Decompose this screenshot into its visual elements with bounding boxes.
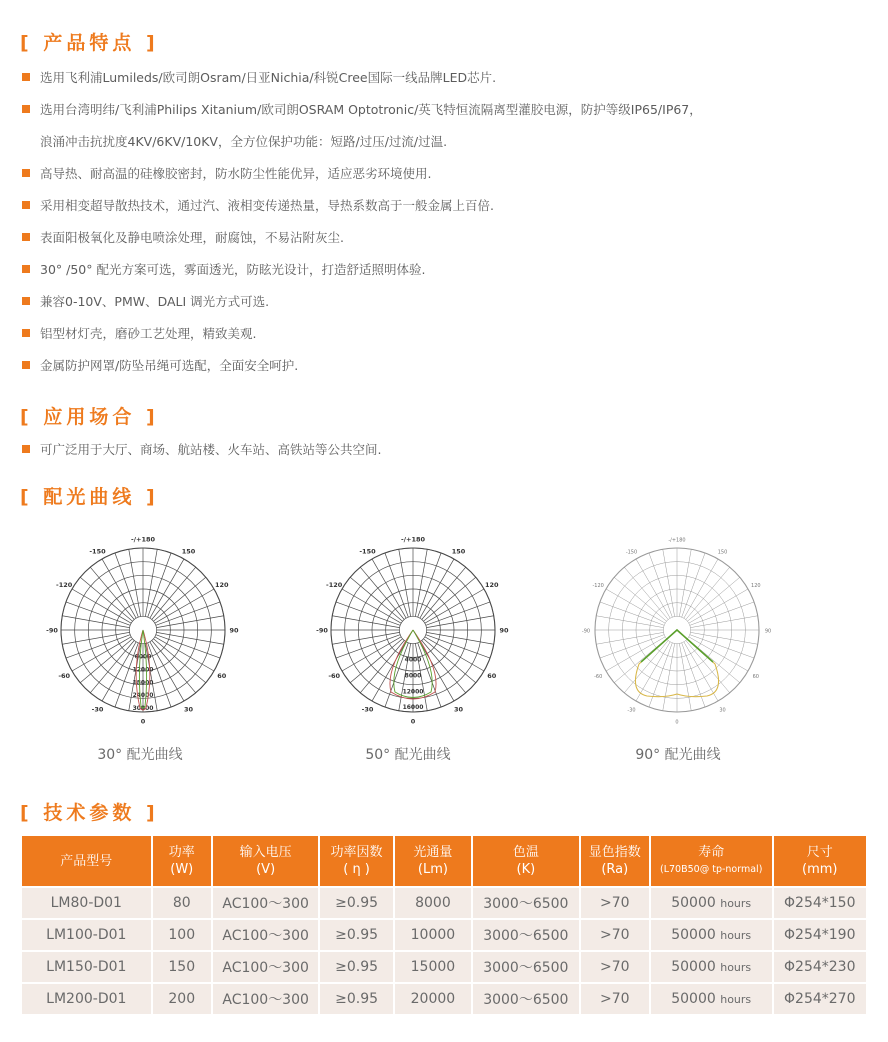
angle-label: 90: [499, 626, 509, 635]
features-heading: [ 产品特点 ]: [20, 32, 159, 54]
grid-spoke: [624, 640, 668, 692]
cell-flux: [395, 952, 471, 982]
grid-spoke: [682, 553, 705, 617]
radial-value-label: 12000: [132, 666, 154, 674]
feature-item: [22, 196, 494, 214]
cell-value: ≥0.95: [335, 927, 379, 943]
cell-cri: [581, 888, 649, 918]
table-row: [22, 888, 866, 918]
cell-size: [774, 952, 867, 982]
cell-value: LM150-D01: [46, 959, 127, 975]
cell-value: 15000: [410, 959, 456, 975]
grid-spoke: [423, 639, 475, 683]
table-row: [22, 920, 866, 950]
feature-text: 选用飞利浦Lumileds/欧司朗Osram/日亚Nichia/科锐Cree国际一线品牌LED芯片.: [40, 70, 497, 85]
spec-table-body: [22, 888, 866, 1014]
cell-pf: [320, 952, 392, 982]
angle-label: 30: [183, 705, 194, 714]
grid-spoke: [596, 616, 663, 628]
feature-text: 30° /50° 配光方案可选，雾面透光，防眩光设计，打造舒适照明体验.: [40, 262, 426, 277]
grid-spoke: [153, 639, 205, 683]
feature-item: [22, 356, 298, 374]
cell-value: 50000: [671, 991, 716, 1007]
grid-spoke: [423, 577, 475, 621]
applications-text: 可广泛用于大厅、商场、航站楼、火车站、高铁站等公共空间.: [40, 442, 382, 457]
header-label: 产品型号: [60, 853, 113, 869]
radial-value-label: 16000: [402, 704, 424, 712]
angle-label: 0: [675, 719, 679, 726]
angle-label: 0: [410, 717, 416, 726]
polar-grid: [38, 530, 248, 730]
cell-life: [651, 984, 772, 1014]
feature-item: [22, 68, 496, 86]
cell-value: 50000: [671, 895, 716, 911]
header-cell: [213, 836, 319, 886]
grid-spoke: [80, 639, 132, 683]
cell-life: [651, 952, 772, 982]
angle-label: 60: [752, 674, 759, 680]
cell-voltage: [213, 888, 319, 918]
cell-value: AC100～300: [222, 928, 309, 944]
table-row: [22, 984, 866, 1014]
cell-value: 3000～6500: [483, 928, 569, 944]
polar-grid: [308, 530, 518, 730]
bullet-square-icon: [22, 169, 30, 177]
cell-value: 50000: [671, 927, 716, 943]
feature-text: 采用相变超导散热技术，通过汽、液相变传递热量，导热系数高于一般金属上百倍.: [40, 198, 494, 213]
cell-model: [22, 920, 151, 950]
bullet-square-icon: [22, 105, 30, 113]
grid-spoke: [350, 639, 402, 683]
feature-item: [22, 228, 344, 246]
angle-label: -60: [594, 674, 603, 680]
grid-spoke: [624, 567, 668, 619]
angle-label: 150: [717, 549, 728, 556]
angle-label: -30: [361, 705, 374, 714]
header-unit: (mm): [802, 862, 838, 877]
diagram-caption: 90° 配光曲线: [635, 747, 721, 763]
header-label: 功率因数: [330, 845, 383, 860]
cell-power: [153, 888, 211, 918]
header-label: 尺寸: [806, 845, 833, 860]
header-unit: (Ra): [601, 862, 629, 877]
cell-value: 100: [168, 927, 196, 943]
bullet-square-icon: [22, 265, 30, 273]
bullet-square-icon: [22, 361, 30, 369]
cell-cri: [581, 920, 649, 950]
angle-label: 120: [485, 581, 499, 589]
feature-text: 金属防护网罩/防坠吊绳可选配，全面安全呵护.: [40, 358, 299, 373]
radial-value-label: 4000: [404, 656, 422, 664]
grid-spoke: [686, 640, 730, 692]
header-label: 显色指数: [588, 845, 641, 860]
cell-cri: [581, 984, 649, 1014]
header-label: 输入电压: [239, 845, 292, 860]
angle-label: 30: [719, 707, 726, 714]
polar-diagram-2: [308, 530, 518, 730]
cell-model: [22, 952, 151, 982]
cell-model: [22, 888, 151, 918]
cell-value: 20000: [410, 991, 456, 1007]
grid-spoke: [422, 567, 466, 619]
cell-value: 200: [168, 991, 196, 1007]
applications-item: [22, 440, 381, 458]
grid-spoke: [80, 577, 132, 621]
cell-cct: [473, 984, 579, 1014]
cell-pf: [320, 984, 392, 1014]
cell-voltage: [213, 920, 319, 950]
bullet-square-icon: [22, 329, 30, 337]
cell-value: >70: [599, 991, 630, 1007]
cell-unit: hours: [720, 961, 752, 974]
cell-value: 3000～6500: [483, 960, 569, 976]
grid-spoke: [152, 567, 196, 619]
features-heading-text: 产品特点: [43, 32, 136, 54]
angle-label: -120: [592, 583, 604, 589]
angle-label: -/+180: [130, 535, 156, 544]
grid-spoke: [596, 632, 663, 644]
cell-value: ≥0.95: [335, 959, 379, 975]
bullet-square-icon: [22, 73, 30, 81]
grid-spoke: [152, 640, 196, 692]
light-distribution-heading: [ 配光曲线 ]: [20, 486, 159, 508]
cell-value: 10000: [410, 927, 456, 943]
grid-spoke: [690, 632, 757, 644]
feature-text: 铝型材灯壳，磨砂工艺处理，精致美观.: [40, 326, 257, 341]
polar-diagram-1: [38, 530, 248, 730]
cell-unit: hours: [720, 897, 752, 910]
cell-value: 3000～6500: [483, 896, 569, 912]
cell-value: LM80-D01: [50, 895, 122, 911]
grid-spoke: [690, 616, 757, 628]
radial-value-label: 12000: [402, 688, 424, 696]
feature-text: 表面阳极氧化及静电喷涂处理，耐腐蚀，不易沾附灰尘.: [40, 230, 344, 245]
cell-life: [651, 888, 772, 918]
angle-label: -120: [326, 581, 343, 589]
radial-value-label: 18000: [132, 679, 154, 687]
header-unit: (K): [516, 862, 536, 877]
angle-label: -120: [56, 581, 73, 589]
cell-value: Φ254*190: [784, 927, 856, 943]
cell-value: >70: [599, 959, 630, 975]
angle-label: -/+180: [400, 535, 426, 544]
angle-label: 150: [451, 547, 466, 556]
spec-table: [20, 834, 868, 1016]
diagram-caption: 50° 配光曲线: [365, 747, 451, 763]
feature-item: [22, 100, 702, 118]
bullet-square-icon: [22, 297, 30, 305]
angle-label: 30: [453, 705, 464, 714]
grid-spoke: [600, 635, 664, 658]
angle-label: -90: [46, 626, 58, 635]
cell-value: 3000～6500: [483, 992, 569, 1008]
angle-label: -30: [627, 707, 636, 714]
applications-heading-text: 应用场合: [43, 406, 136, 428]
cell-flux: [395, 984, 471, 1014]
cell-model: [22, 984, 151, 1014]
header-cell: [774, 836, 867, 886]
radial-value-label: 30000: [132, 705, 154, 713]
header-cell: [581, 836, 649, 886]
cell-value: LM200-D01: [46, 991, 127, 1007]
header-label: 色温: [512, 845, 539, 860]
header-cell: [651, 836, 772, 886]
grid-spoke: [360, 567, 404, 619]
cell-value: 150: [168, 959, 196, 975]
grid-spoke: [360, 640, 404, 692]
cell-pf: [320, 888, 392, 918]
grid-spoke: [679, 643, 691, 710]
cell-value: Φ254*270: [784, 991, 856, 1007]
polar-grid: [572, 530, 782, 730]
polar-diagram-3: [572, 530, 782, 730]
grid-spoke: [690, 635, 754, 658]
angle-label: -90: [581, 628, 591, 635]
table-row: [22, 952, 866, 982]
feature-item: [22, 260, 425, 278]
light-distribution-heading-text: 配光曲线: [43, 486, 136, 508]
angle-label: 60: [217, 672, 227, 680]
cell-size: [774, 984, 867, 1014]
grid-spoke: [690, 602, 754, 625]
cell-cct: [473, 888, 579, 918]
header-cell: [22, 836, 151, 886]
angle-label: -30: [91, 705, 104, 714]
angle-label: -60: [328, 672, 341, 680]
cell-size: [774, 888, 867, 918]
grid-spoke: [687, 577, 739, 621]
cell-unit: hours: [720, 993, 752, 1006]
header-unit: (V): [256, 862, 276, 877]
header-unit: (L70B50@ tp-normal): [660, 864, 763, 875]
specs-heading-text: 技术参数: [43, 802, 136, 824]
header-cell: [320, 836, 392, 886]
cell-value: >70: [599, 895, 630, 911]
cell-value: ≥0.95: [335, 991, 379, 1007]
header-unit: (W): [170, 862, 194, 877]
feature-item: [22, 324, 256, 342]
cell-flux: [395, 920, 471, 950]
cell-cri: [581, 952, 649, 982]
cell-value: 80: [172, 895, 191, 911]
bullet-square-icon: [22, 201, 30, 209]
cell-life: [651, 920, 772, 950]
grid-spoke: [614, 577, 666, 621]
cell-value: 8000: [415, 895, 451, 911]
grid-spoke: [422, 640, 466, 692]
header-cell: [395, 836, 471, 886]
header-cell: [153, 836, 211, 886]
cell-flux: [395, 888, 471, 918]
grid-spoke: [90, 567, 134, 619]
spec-table-header: [22, 836, 866, 886]
angle-label: -60: [58, 672, 71, 680]
diagram-caption: 30° 配光曲线: [97, 747, 183, 763]
cell-voltage: [213, 984, 319, 1014]
feature-item: [22, 292, 269, 310]
feature-text: 兼容0-10V、PMW、DALI 调光方式可选.: [40, 294, 270, 309]
radial-value-label: 24000: [132, 692, 154, 700]
cell-pf: [320, 920, 392, 950]
cell-value: LM100-D01: [46, 927, 127, 943]
cell-value: Φ254*230: [784, 959, 856, 975]
radial-value-label: 8000: [404, 672, 422, 680]
cell-cct: [473, 920, 579, 950]
header-label: 光通量: [413, 845, 453, 860]
angle-label: -150: [359, 547, 376, 556]
angle-label: 150: [181, 547, 196, 556]
angle-label: -150: [89, 547, 106, 556]
grid-spoke: [350, 577, 402, 621]
angle-label: 0: [140, 717, 146, 726]
bullet-square-icon: [22, 445, 30, 453]
cell-value: ≥0.95: [335, 895, 379, 911]
cell-unit: hours: [720, 929, 752, 942]
bullet-square-icon: [22, 233, 30, 241]
grid-spoke: [663, 643, 675, 710]
applications-heading: [ 应用场合 ]: [20, 406, 159, 428]
grid-spoke: [600, 602, 664, 625]
grid-spoke: [90, 640, 134, 692]
cell-value: Φ254*150: [784, 895, 856, 911]
header-label: 功率: [168, 845, 195, 860]
cell-power: [153, 952, 211, 982]
grid-spoke: [153, 577, 205, 621]
feature-text: 选用台湾明纬/飞利浦Philips Xitanium/欧司朗OSRAM Optotronic/英飞特恒流隔离型灌胶电源，防护等级IP65/IP67，: [40, 102, 702, 117]
header-unit: ( η ): [343, 862, 370, 877]
radial-value-label: 6000: [134, 653, 152, 661]
header-unit: (Lm): [417, 862, 448, 877]
specs-heading: [ 技术参数 ]: [20, 802, 159, 824]
cell-value: AC100～300: [222, 960, 309, 976]
angle-label: -90: [316, 626, 328, 635]
cell-size: [774, 920, 867, 950]
angle-label: 120: [751, 583, 761, 589]
grid-spoke: [686, 567, 730, 619]
feature-text-continuation: 浪涌冲击抗扰度4KV/6KV/10KV，全方位保护功能：短路/过压/过流/过温.: [40, 134, 448, 149]
cell-cct: [473, 952, 579, 982]
cell-power: [153, 920, 211, 950]
grid-spoke: [679, 549, 691, 616]
cell-value: >70: [599, 927, 630, 943]
angle-label: 90: [764, 628, 772, 635]
angle-label: 90: [229, 626, 239, 635]
cell-value: AC100～300: [222, 896, 309, 912]
feature-text: 高导热、耐高温的硅橡胶密封，防水防尘性能优异，适应恶劣环境使用.: [40, 166, 432, 181]
angle-label: 60: [487, 672, 497, 680]
cell-power: [153, 984, 211, 1014]
cell-voltage: [213, 952, 319, 982]
cell-value: AC100～300: [222, 992, 309, 1008]
grid-spoke: [663, 549, 675, 616]
cell-value: 50000: [671, 959, 716, 975]
angle-label: -/+180: [668, 537, 686, 544]
grid-spoke: [649, 553, 672, 617]
header-cell: [473, 836, 579, 886]
feature-item: [22, 164, 431, 182]
header-label: 寿命: [698, 845, 725, 860]
angle-label: 120: [215, 581, 229, 589]
angle-label: -150: [625, 549, 638, 556]
